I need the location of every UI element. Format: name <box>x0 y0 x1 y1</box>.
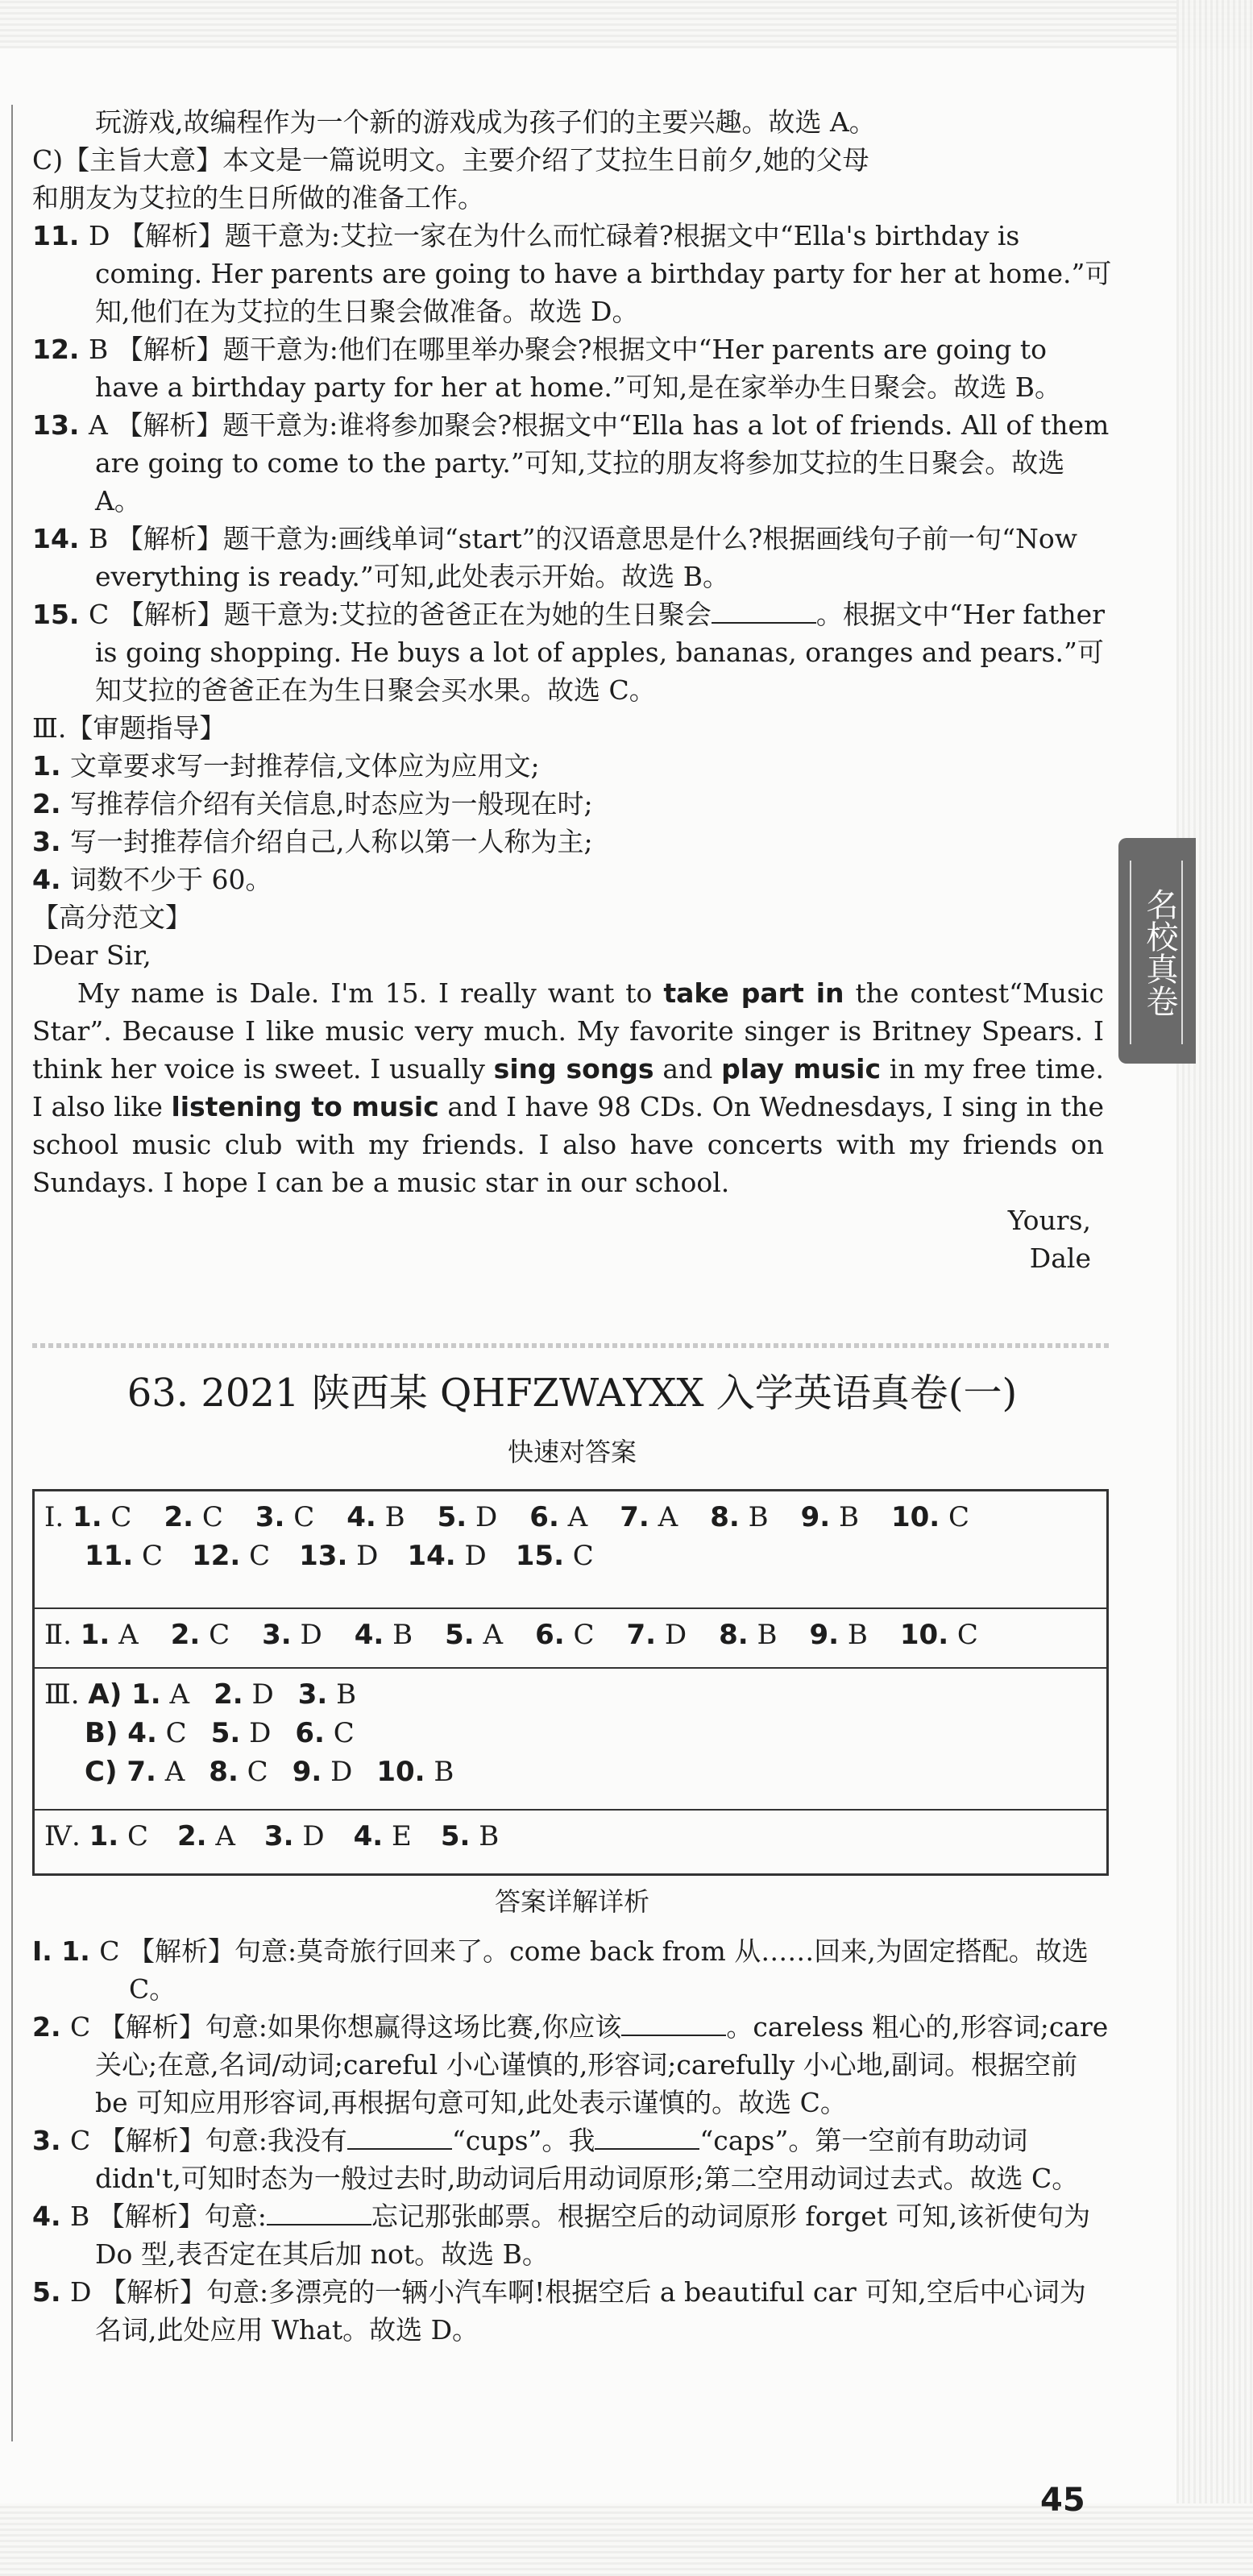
answer-number: 3. <box>263 1820 294 1852</box>
answer-number: 5. <box>437 1501 467 1533</box>
answer-number: 9. <box>292 1756 322 1788</box>
group-label: A) <box>88 1678 132 1711</box>
guide-number: 4. <box>32 864 70 895</box>
answer-letter: A <box>474 1619 504 1651</box>
guide-number: 3. <box>32 826 70 857</box>
answer-letter: D <box>467 1501 498 1533</box>
answer-number: 1. <box>73 1501 102 1533</box>
explanation-item <box>32 406 1112 520</box>
item-text: 。根据文中“Her father is going shopping. He buys a lot of apples, bananas, oranges and pears.”可知艾拉的爸爸正在为生日聚会买水果。故选 C。 <box>95 599 1105 706</box>
answer-letter: B <box>739 1501 769 1533</box>
answer-number: 4. <box>127 1717 157 1749</box>
answer-number: 2. <box>170 1619 201 1651</box>
answer-cell <box>177 1817 235 1856</box>
answer-number: 2. <box>214 1678 243 1711</box>
answer-cell <box>192 1537 270 1575</box>
answer-cell <box>900 1616 978 1654</box>
answer-cell <box>346 1498 405 1537</box>
side-tab-frame <box>1130 861 1183 1044</box>
detail-text: “caps”。第一空前有助动词 didn't,可知时态为一般过去时,助动词后用动词原形;第二空用动词过去式。故选 C。 <box>95 2125 1079 2194</box>
detail-item <box>32 2122 1112 2197</box>
item-number: 11. <box>32 220 89 251</box>
answer-letter: D <box>656 1619 687 1651</box>
answer-row-2 <box>35 1609 1106 1669</box>
answer-cell <box>293 1753 353 1791</box>
answer-row-4-line <box>44 1817 1097 1856</box>
answer-letter: E <box>383 1820 412 1852</box>
answer-number: 1. <box>131 1678 161 1711</box>
answer-letter: B <box>748 1619 778 1651</box>
answer-letter: D <box>243 1678 274 1711</box>
detail-number: 4. <box>32 2201 70 2232</box>
answer-cell <box>376 1753 454 1791</box>
row-label: Ⅱ. <box>44 1619 81 1651</box>
answer-section-previous <box>32 103 1112 1277</box>
answer-number: 12. <box>192 1540 241 1572</box>
guide-text: 写一封推荐信介绍自己,人称以第一人称为主; <box>70 826 593 857</box>
guide-number: 2. <box>32 788 70 819</box>
answer-number: 8. <box>209 1756 239 1788</box>
answer-cell <box>255 1498 314 1537</box>
bold-phrase: take part in <box>663 977 844 1009</box>
answer-letter: D <box>455 1540 487 1572</box>
letter-text: My name is Dale. I'm 15. I really want to <box>32 977 664 1009</box>
answer-cell <box>164 1498 222 1537</box>
side-tab <box>1118 838 1196 1064</box>
guide-number: 1. <box>32 750 70 782</box>
answer-cell <box>209 1753 268 1791</box>
answer-letter: C <box>240 1540 271 1572</box>
answer-letter: B <box>830 1501 859 1533</box>
answer-cell <box>438 1498 498 1537</box>
guide-item <box>32 785 1112 823</box>
answer-letter: A <box>206 1820 235 1852</box>
answer-row-1 <box>35 1491 1106 1609</box>
answer-number: 7. <box>620 1501 649 1533</box>
detail-item <box>32 2273 1112 2349</box>
item-text: C 【解析】题干意为:艾拉的爸爸正在为她的生日聚会 <box>88 599 712 630</box>
answer-number: 4. <box>353 1820 384 1852</box>
answer-number: 8. <box>719 1619 749 1651</box>
answer-group <box>44 1753 1097 1791</box>
answer-cell <box>127 1753 185 1791</box>
explanation-item <box>32 520 1112 595</box>
detail-text: C 【解析】句意:我没有 <box>70 2125 347 2156</box>
guide-item <box>32 747 1112 785</box>
answer-cell <box>354 1817 412 1856</box>
item-text: A 【解析】题干意为:谁将参加聚会?根据文中“Ella has a lot of friends. All of them are going to come to the party.”可知,艾拉的朋友将参加艾拉的生日聚会。故选 A。 <box>88 409 1110 516</box>
guide-heading: Ⅲ.【审题指导】 <box>32 712 226 744</box>
letter-text: and <box>653 1053 722 1085</box>
bold-phrase: sing songs <box>493 1053 654 1085</box>
answer-letter: C <box>133 1540 164 1572</box>
answer-letter: A <box>156 1756 185 1788</box>
detail-number: Ⅰ. 1. <box>32 1935 100 1967</box>
answer-cell <box>214 1675 274 1714</box>
exam-title: 63. 2021 陕西某 QHFZWAYXX 入学英语真卷(一) <box>127 1371 1018 1416</box>
row-label: Ⅲ. <box>44 1678 89 1711</box>
answer-number: 11. <box>85 1540 134 1572</box>
guide-text: 写推荐信介绍有关信息,时态应为一般现在时; <box>70 788 593 819</box>
answer-cell <box>407 1537 486 1575</box>
item-number: 15. <box>32 599 89 630</box>
margin-line <box>11 105 13 2441</box>
answer-row-1-line-2 <box>44 1537 1097 1575</box>
answer-letter: B <box>425 1756 454 1788</box>
answer-cell <box>85 1537 163 1575</box>
answer-letter: C <box>200 1619 230 1651</box>
answer-letter: B <box>384 1619 413 1651</box>
letter-salutation: Dear Sir, <box>32 940 151 971</box>
item-number: 14. <box>32 523 89 554</box>
detail-text: C 【解析】句意:如果你想赢得这场比赛,你应该 <box>70 2011 622 2043</box>
answer-number: 6. <box>529 1501 559 1533</box>
intro-line: 玩游戏,故编程作为一个新的游戏成为孩子们的主要兴趣。故选 A。 <box>95 106 876 138</box>
answer-row-3 <box>35 1669 1106 1811</box>
item-text: B 【解析】题干意为:画线单词“start”的汉语意思是什么?根据画线句子前一句“Now everything is ready.”可知,此处表示开始。故选 B。 <box>88 523 1078 592</box>
answer-cell <box>516 1537 594 1575</box>
answer-number: 13. <box>299 1540 348 1572</box>
answer-details <box>32 1932 1112 2349</box>
answer-letter: C <box>238 1756 268 1788</box>
section-separator <box>32 1343 1112 1348</box>
answer-letter: C <box>284 1501 315 1533</box>
detail-text: 忘记那张邮票。根据空后的动词原形 forget 可知,该祈使句为 Do 型,表否定在其后加 not。故选 B。 <box>95 2201 1091 2270</box>
bold-phrase: play music <box>721 1053 882 1085</box>
answer-row-2-line <box>44 1616 1097 1654</box>
intro-line: C)【主旨大意】本文是一篇说明文。主要介绍了艾拉生日前夕,她的父母 <box>32 144 869 176</box>
answer-number: 5. <box>210 1717 241 1749</box>
explanation-item <box>32 217 1112 330</box>
answer-letter: C <box>102 1501 132 1533</box>
letter-text: and I have 98 CDs. On Wednesdays, I sing in the school music club with my friends. I also have concerts with my friends on Sundays. I hope I can be a music star in our school. <box>32 1091 1113 1198</box>
answer-letter: D <box>293 1820 325 1852</box>
answer-number: 2. <box>177 1820 207 1852</box>
answer-letter: C <box>324 1717 355 1749</box>
answer-letter: C <box>948 1619 978 1651</box>
quick-answer-heading: 快速对答案 <box>507 1437 637 1467</box>
bold-phrase: listening to music <box>171 1091 439 1122</box>
scan-edge-top <box>0 0 1253 48</box>
detail-item <box>32 2197 1112 2273</box>
answer-cell <box>441 1817 499 1856</box>
item-number: 13. <box>32 409 89 441</box>
answer-letter: D <box>347 1540 379 1572</box>
letter-signature: Dale <box>1029 1242 1091 1274</box>
detail-text: C 【解析】句意:莫奇旅行回来了。come back from 从……回来,为固定搭配。故选 C。 <box>99 1935 1089 2005</box>
answer-cell <box>81 1616 139 1654</box>
answer-letter: D <box>240 1717 272 1749</box>
answer-cell <box>262 1616 322 1654</box>
answer-cell <box>891 1498 969 1537</box>
answer-number: 9. <box>800 1501 831 1533</box>
answer-number: 6. <box>535 1619 565 1651</box>
answer-cell <box>445 1616 503 1654</box>
detail-text: 。careless 粗心的,形容词;care 关心;在意,名词/动词;careful 小心谨慎的,形容词;carefully 小心地,副词。根据空前 be 可知应用形容词,再根据句意可知,此处表示谨慎的。故选 C。 <box>95 2011 1109 2118</box>
answer-row-4 <box>35 1811 1106 1873</box>
detail-item <box>32 2008 1112 2122</box>
answer-cell <box>299 1537 378 1575</box>
answer-group <box>44 1675 1097 1714</box>
answer-row-3-lines <box>44 1675 1097 1791</box>
group-label: C) <box>85 1756 127 1788</box>
item-text: D 【解析】题干意为:艾拉一家在为什么而忙碌着?根据文中“Ella's birthday is coming. Her parents are going to have a birthday party for her at home.”可知,他们在为艾拉的生日聚会做准备。故选 D。 <box>88 220 1112 327</box>
answer-cell <box>810 1616 868 1654</box>
letter-closing: Yours, <box>1007 1205 1091 1236</box>
guide-item <box>32 861 1112 898</box>
answer-number: 6. <box>295 1717 325 1749</box>
letter-text: the contest“Music Star”. Because I like music very much. My favorite singer is Britney Spears. I think her voice is sweet. I usually <box>32 977 1113 1085</box>
letter-body <box>32 974 1112 1201</box>
answer-cell <box>131 1675 189 1714</box>
detail-text: D 【解析】句意:多漂亮的一辆小汽车啊!根据空后 a beautiful car 可知,空后中心词为名词,此处应用 What。故选 D。 <box>70 2276 1086 2346</box>
item-text: B 【解析】题干意为:他们在哪里举办聚会?根据文中“Her parents are going to have a birthday party for her at home.”可知,是在家举办生日聚会。故选 B。 <box>88 334 1061 403</box>
answer-number: 15. <box>515 1540 564 1572</box>
intro-line: 和朋友为艾拉的生日所做的准备工作。 <box>32 182 484 214</box>
row-label: Ⅰ. <box>44 1501 73 1533</box>
item-number: 12. <box>32 334 89 365</box>
answer-letter: C <box>156 1717 187 1749</box>
guide-text: 词数不少于 60。 <box>70 864 272 895</box>
answer-cell <box>626 1616 687 1654</box>
answer-cell <box>211 1714 272 1753</box>
answer-group <box>44 1714 1097 1753</box>
side-tab-label: 名校真卷 <box>1141 888 1178 1017</box>
answer-blank <box>712 598 816 624</box>
detail-text: B 【解析】句意: <box>70 2201 267 2232</box>
answer-number: 4. <box>346 1501 376 1533</box>
answer-letter: C <box>563 1540 594 1572</box>
answer-number: 10. <box>376 1756 425 1788</box>
answer-blank <box>267 2200 371 2225</box>
answer-cell <box>355 1616 413 1654</box>
answer-cell <box>73 1498 131 1537</box>
answer-cell <box>295 1714 354 1753</box>
answer-cell <box>89 1817 148 1856</box>
answer-number: 14. <box>407 1540 456 1572</box>
answer-letter: A <box>558 1501 588 1533</box>
answer-number: 9. <box>809 1619 840 1651</box>
answer-letter: B <box>327 1678 357 1711</box>
guide-text: 文章要求写一封推荐信,文体应为应用文; <box>70 750 540 782</box>
answer-letter: C <box>564 1619 595 1651</box>
answer-number: 1. <box>80 1619 110 1651</box>
answer-letter: A <box>649 1501 678 1533</box>
letter-text: in my free time. I also like <box>32 1053 1113 1122</box>
answer-number: 3. <box>297 1678 328 1711</box>
answer-table <box>32 1489 1109 1876</box>
answer-cell <box>264 1817 325 1856</box>
group-label: B) <box>85 1717 128 1749</box>
answer-number: 10. <box>890 1501 940 1533</box>
answer-number: 8. <box>710 1501 740 1533</box>
answer-number: 3. <box>255 1501 285 1533</box>
answer-number: 1. <box>89 1820 119 1852</box>
answer-blank <box>595 2124 699 2150</box>
explanation-item <box>32 595 1112 709</box>
answer-letter: A <box>160 1678 190 1711</box>
detail-heading: 答案详解详析 <box>494 1886 649 1917</box>
model-essay-heading: 【高分范文】 <box>32 902 192 933</box>
answer-number: 2. <box>164 1501 194 1533</box>
answer-cell <box>801 1498 859 1537</box>
answer-blank <box>621 2010 726 2036</box>
answer-letter: B <box>839 1619 868 1651</box>
answer-cell <box>298 1675 356 1714</box>
answer-number: 4. <box>354 1619 384 1651</box>
answer-letter: A <box>110 1619 139 1651</box>
answer-number: 3. <box>262 1619 292 1651</box>
answer-number: 10. <box>899 1619 949 1651</box>
answer-cell <box>719 1616 777 1654</box>
answer-letter: C <box>118 1820 148 1852</box>
answer-row-1-line-1 <box>44 1498 1097 1537</box>
answer-letter: D <box>291 1619 322 1651</box>
answer-number: 7. <box>626 1619 657 1651</box>
scan-edge-right <box>1176 0 1253 2576</box>
answer-blank <box>347 2124 452 2150</box>
answer-cell <box>127 1714 186 1753</box>
detail-item <box>32 1932 1112 2008</box>
answer-letter: B <box>470 1820 500 1852</box>
detail-number: 2. <box>32 2011 70 2043</box>
answer-cell <box>171 1616 230 1654</box>
detail-number: 3. <box>32 2125 70 2156</box>
answer-number: 5. <box>440 1820 471 1852</box>
answer-letter: C <box>940 1501 970 1533</box>
answer-cell <box>620 1498 678 1537</box>
answer-letter: B <box>375 1501 405 1533</box>
answer-letter: D <box>322 1756 353 1788</box>
explanation-item <box>32 330 1112 406</box>
row-label: Ⅳ. <box>44 1820 89 1852</box>
detail-number: 5. <box>32 2276 70 2308</box>
answer-number: 5. <box>445 1619 475 1651</box>
detail-text: “cups”。我 <box>451 2125 595 2156</box>
page-number: 45 <box>1040 2482 1085 2519</box>
answer-cell <box>529 1498 587 1537</box>
answer-cell <box>710 1498 768 1537</box>
answer-number: 7. <box>127 1756 156 1788</box>
guide-item <box>32 823 1112 861</box>
answer-cell <box>535 1616 594 1654</box>
answer-letter: C <box>193 1501 223 1533</box>
